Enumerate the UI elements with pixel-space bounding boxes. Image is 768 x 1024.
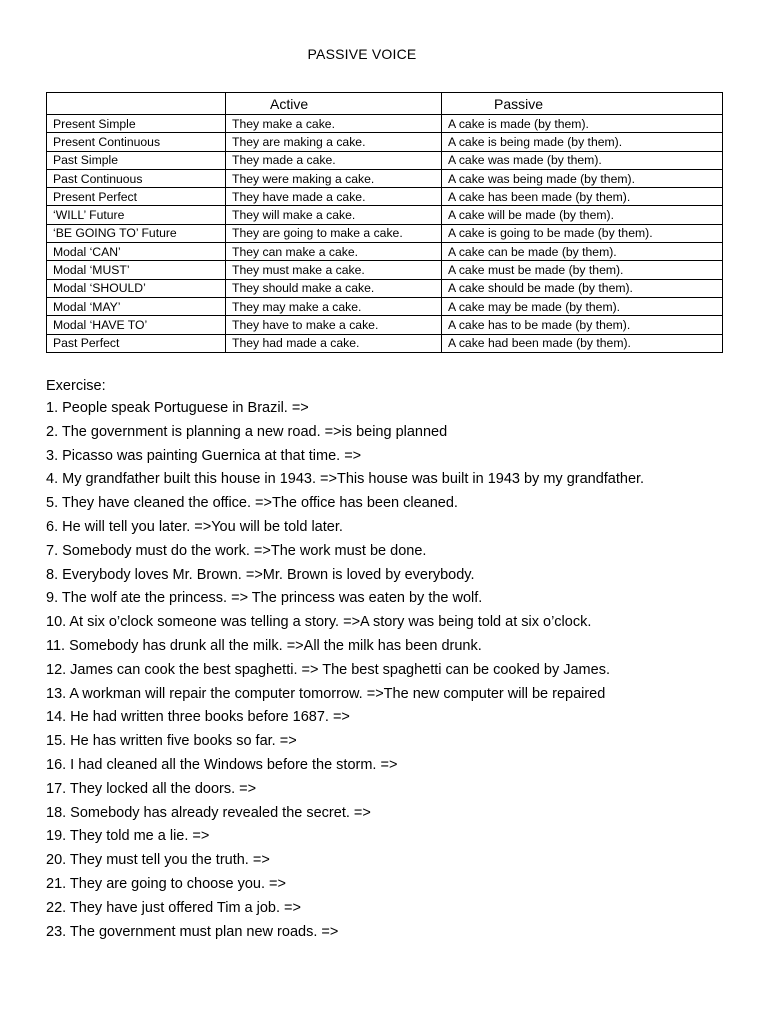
table-row [47, 297, 723, 315]
table-row [47, 279, 723, 297]
tense-cell: Present Perfect [47, 188, 226, 206]
tense-cell: Modal ‘HAVE TO’ [47, 316, 226, 334]
exercise-item: 16. I had cleaned all the Windows before the storm. => [46, 756, 398, 773]
exercise-item: 2. The government is planning a new road. =>is being planned [46, 423, 448, 440]
tense-cell: Present Simple [47, 115, 226, 133]
active-cell: They had made a cake. [226, 334, 442, 352]
active-cell: They have to make a cake. [226, 316, 442, 334]
passive-cell: A cake has to be made (by them). [442, 316, 723, 334]
exercise-item: 5. They have cleaned the office. =>The office has been cleaned. [46, 495, 458, 512]
active-cell: They are going to make a cake. [226, 224, 442, 242]
exercise-item: 6. He will tell you later. =>You will be told later. [46, 518, 343, 535]
table-row [47, 224, 723, 242]
active-cell: They are making a cake. [226, 133, 442, 151]
table-row [47, 133, 723, 151]
table-row [47, 261, 723, 279]
exercise-item: 12. James can cook the best spaghetti. => The best spaghetti can be cooked by James. [46, 661, 610, 678]
page-title: PASSIVE VOICE [307, 46, 417, 62]
active-cell: They may make a cake. [226, 297, 442, 315]
tense-cell: ‘WILL’ Future [47, 206, 226, 224]
passive-cell: A cake has been made (by them). [442, 188, 723, 206]
passive-cell: A cake is going to be made (by them). [442, 224, 723, 242]
table-header-active: Active [226, 93, 442, 115]
passive-cell: A cake was made (by them). [442, 151, 723, 169]
table-row [47, 188, 723, 206]
table-row [47, 169, 723, 187]
table-row [47, 334, 723, 352]
exercise-item: 15. He has written five books so far. => [46, 733, 297, 750]
tense-cell: Modal ‘MUST’ [47, 261, 226, 279]
active-cell: They can make a cake. [226, 243, 442, 261]
active-cell: They made a cake. [226, 151, 442, 169]
table-row [47, 206, 723, 224]
exercise-heading: Exercise: [46, 378, 106, 394]
exercise-item: 23. The government must plan new roads. => [46, 923, 339, 940]
exercise-item: 8. Everybody loves Mr. Brown. =>Mr. Brown is loved by everybody. [46, 566, 475, 583]
exercise-item: 7. Somebody must do the work. =>The work must be done. [46, 542, 427, 559]
passive-cell: A cake was being made (by them). [442, 169, 723, 187]
exercise-item: 9. The wolf ate the princess. => The princess was eaten by the wolf. [46, 590, 483, 607]
exercise-item: 19. They told me a lie. => [46, 828, 210, 845]
table-header-row [47, 93, 723, 115]
exercise-item: 11. Somebody has drunk all the milk. =>All the milk has been drunk. [46, 637, 482, 654]
active-cell: They should make a cake. [226, 279, 442, 297]
exercise-section [46, 375, 746, 944]
passive-cell: A cake is being made (by them). [442, 133, 723, 151]
exercise-item: 17. They locked all the doors. => [46, 780, 257, 797]
passive-cell: A cake should be made (by them). [442, 279, 723, 297]
exercise-item: 22. They have just offered Tim a job. => [46, 899, 301, 916]
active-cell: They were making a cake. [226, 169, 442, 187]
exercise-item: 4. My grandfather built this house in 1943. =>This house was built in 1943 by my grandfather. [46, 471, 645, 488]
active-cell: They will make a cake. [226, 206, 442, 224]
tense-cell: Past Perfect [47, 334, 226, 352]
table-row [47, 115, 723, 133]
tense-cell: Past Simple [47, 151, 226, 169]
exercise-item: 14. He had written three books before 1687. => [46, 709, 350, 726]
exercise-item: 1. People speak Portuguese in Brazil. => [46, 400, 309, 416]
exercise-item: 20. They must tell you the truth. => [46, 852, 270, 869]
active-cell: They make a cake. [226, 115, 442, 133]
tense-cell: Present Continuous [47, 133, 226, 151]
active-cell: They must make a cake. [226, 261, 442, 279]
exercise-item: 18. Somebody has already revealed the secret. => [46, 804, 371, 821]
exercise-item: 13. A workman will repair the computer tomorrow. =>The new computer will be repaired [46, 685, 606, 702]
passive-cell: A cake will be made (by them). [442, 206, 723, 224]
exercise-item: 3. Picasso was painting Guernica at that time. => [46, 447, 362, 464]
tense-cell: Modal ‘SHOULD’ [47, 279, 226, 297]
tense-cell: Modal ‘CAN’ [47, 243, 226, 261]
tense-cell: Modal ‘MAY’ [47, 297, 226, 315]
passive-cell: A cake had been made (by them). [442, 334, 723, 352]
tense-cell: Past Continuous [47, 169, 226, 187]
table-row [47, 316, 723, 334]
table-header-tense [47, 93, 226, 115]
exercise-item: 21. They are going to choose you. => [46, 875, 286, 892]
active-cell: They have made a cake. [226, 188, 442, 206]
passive-cell: A cake can be made (by them). [442, 243, 723, 261]
passive-cell: A cake is made (by them). [442, 115, 723, 133]
tense-cell: ‘BE GOING TO’ Future [47, 224, 226, 242]
table-header-passive: Passive [442, 93, 723, 115]
table-row [47, 151, 723, 169]
passive-cell: A cake may be made (by them). [442, 297, 723, 315]
table-row [47, 243, 723, 261]
passive-cell: A cake must be made (by them). [442, 261, 723, 279]
passive-voice-table [46, 92, 723, 353]
exercise-item: 10. At six o’clock someone was telling a story. =>A story was being told at six o’clock. [46, 614, 592, 631]
